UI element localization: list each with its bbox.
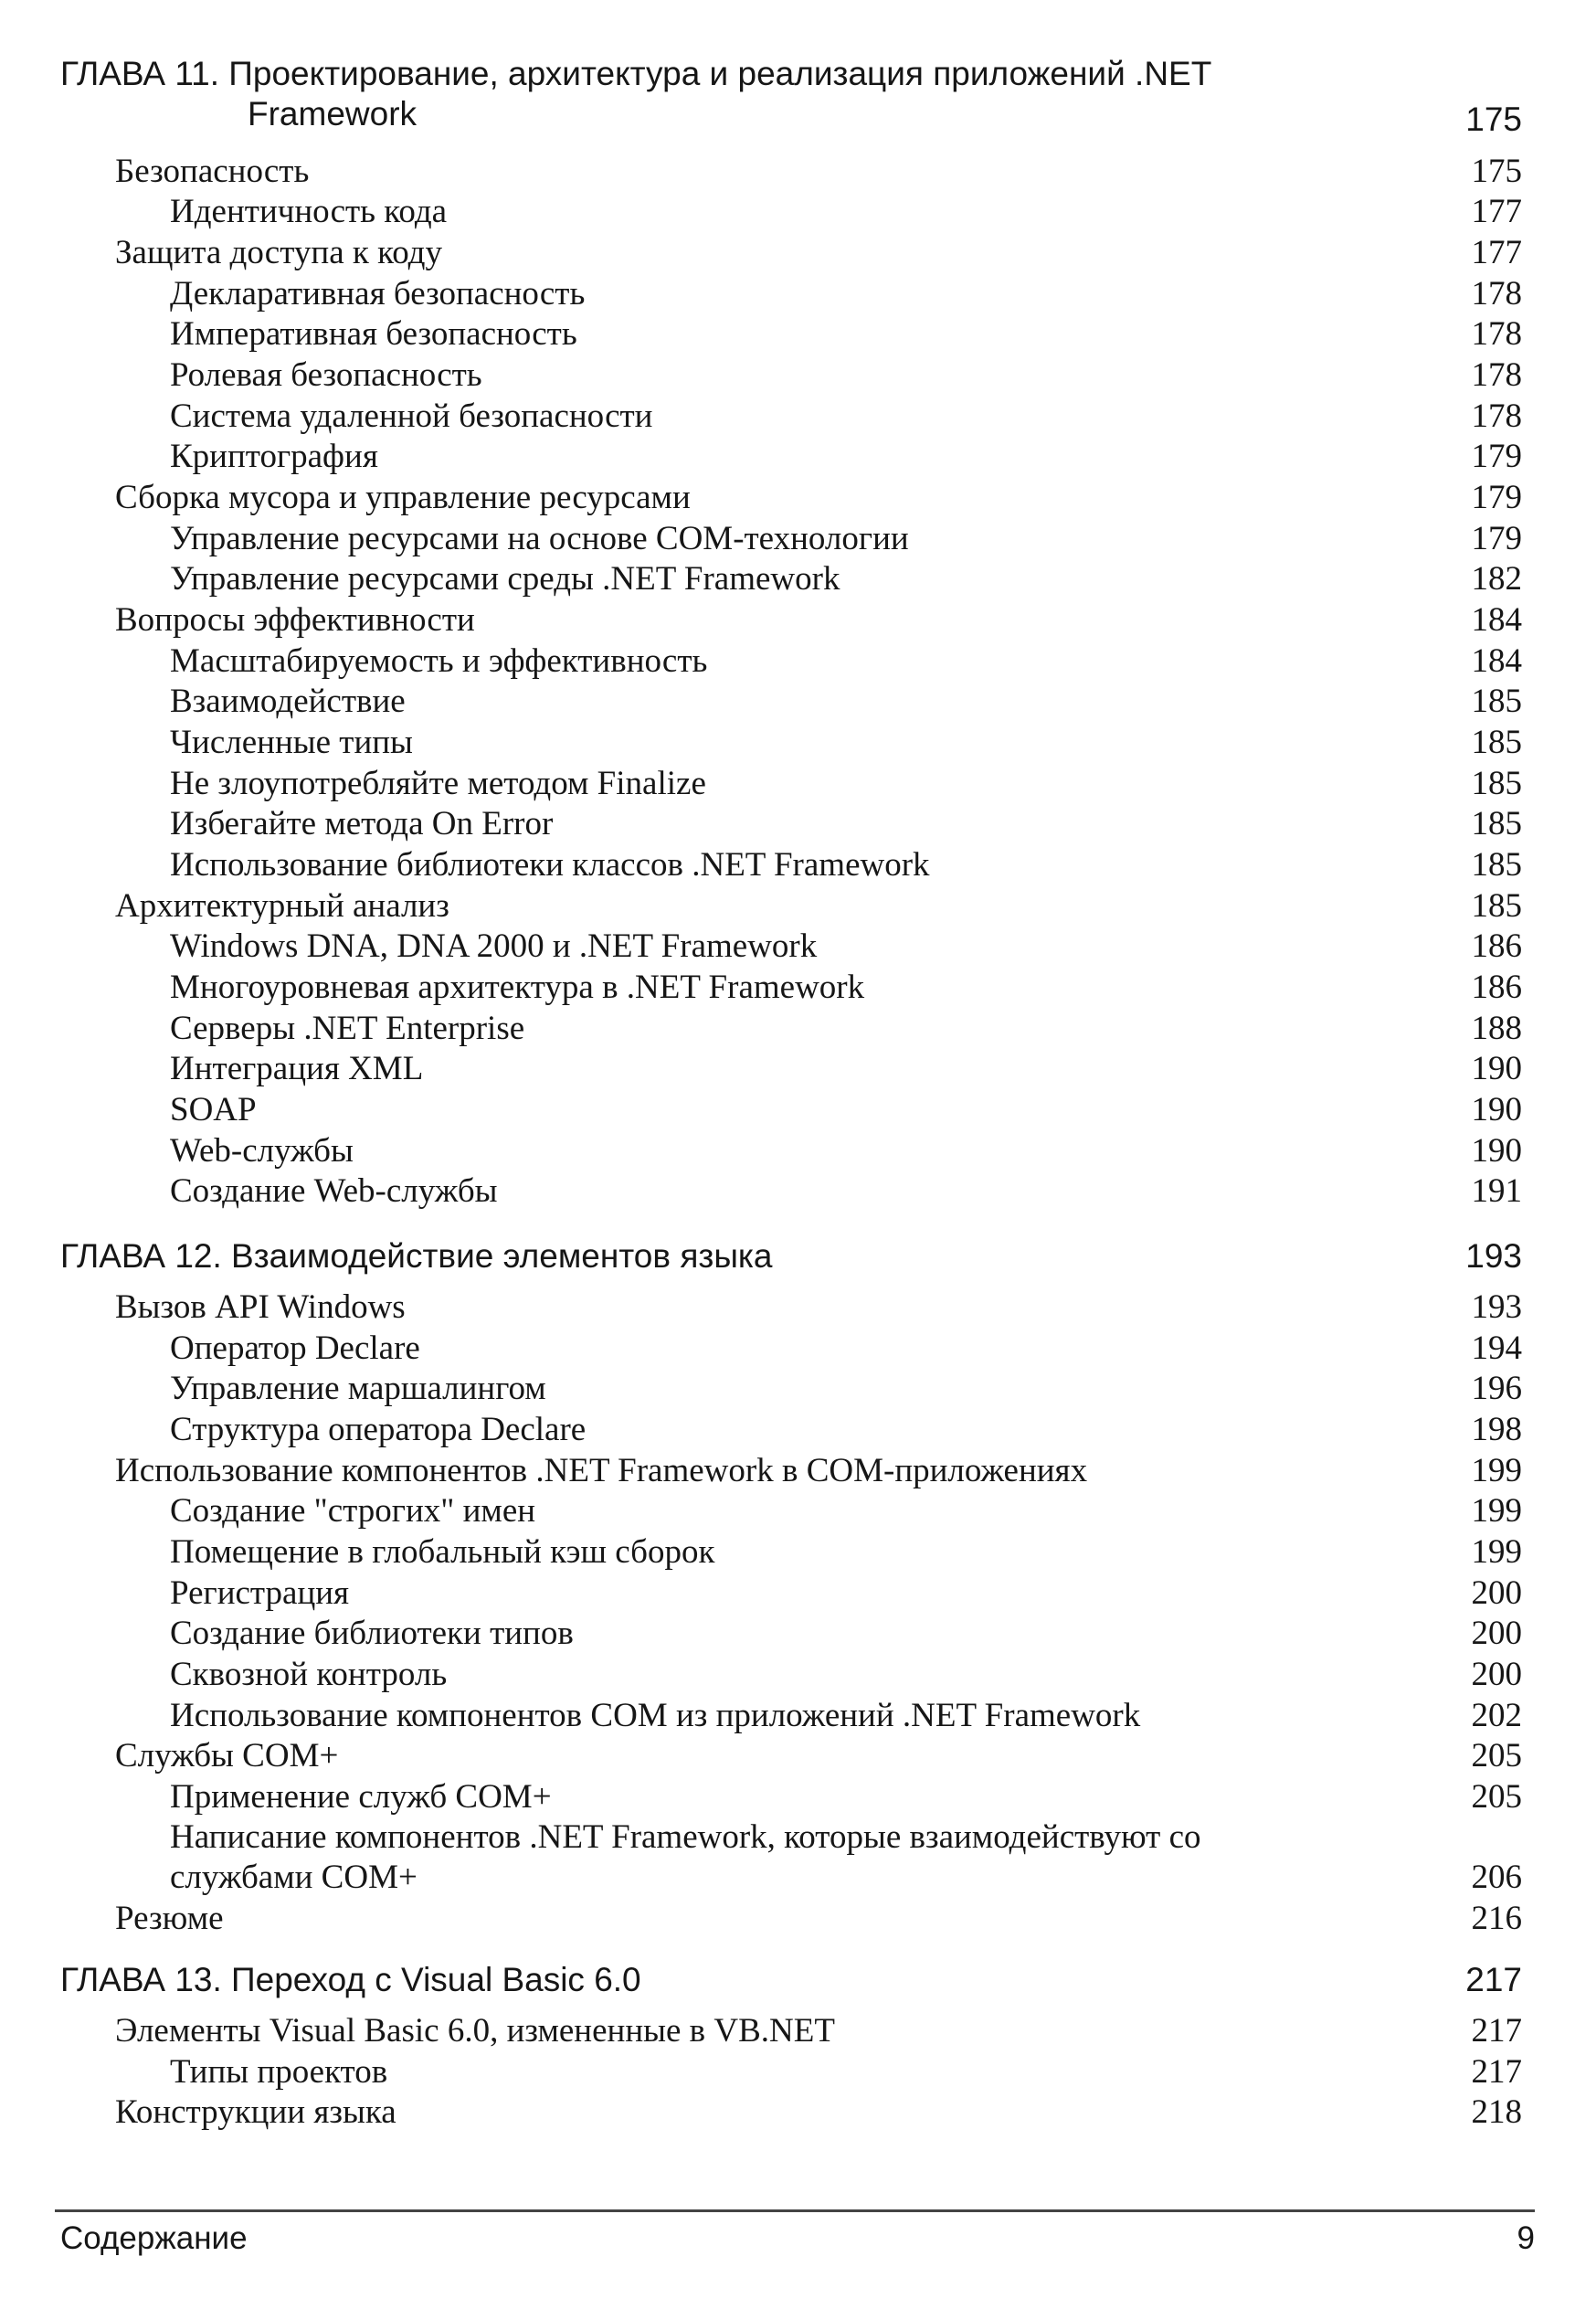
entry-title: Многоуровневая архитектура в .NET Framework — [170, 969, 865, 1006]
entry-page: 178 — [1471, 315, 1522, 353]
entry-page: 202 — [1471, 1697, 1522, 1734]
entry-title: Защита доступа к коду — [115, 234, 442, 271]
entry-title: Помещение в глобальный кэш сборок — [170, 1533, 715, 1571]
entry-title: Система удаленной безопасности — [170, 397, 653, 435]
footer-divider — [55, 2209, 1535, 2212]
chapter-13-heading — [60, 1959, 1522, 2003]
entry-title: Регистрация — [170, 1574, 350, 1612]
entry-title: Использование библиотеки классов .NET Framework — [170, 846, 930, 884]
chapter-title: ГЛАВА 13. Переход с Visual Basic 6.0 — [60, 1961, 641, 1998]
chapter-title: ГЛАВА 12. Взаимодействие элементов языка — [60, 1237, 773, 1275]
entry-title: Не злоупотребляйте методом Finalize — [170, 765, 706, 802]
entry-page: 182 — [1471, 560, 1522, 598]
entry-title: Вызов API Windows — [115, 1288, 406, 1326]
entry-title: Создание Web-службы — [170, 1172, 498, 1210]
entry-title: Структура оператора Declare — [170, 1411, 587, 1448]
entry-title: Масштабируемость и эффективность — [170, 642, 708, 680]
entry-page: 193 — [1471, 1288, 1522, 1326]
entry-title: службами СОМ+ — [170, 1859, 417, 1896]
entry-page: 190 — [1471, 1132, 1522, 1170]
entry-title: Ролевая безопасность — [170, 356, 482, 394]
entry-title: Типы проектов — [170, 2053, 388, 2091]
entry-page: 217 — [1471, 2053, 1522, 2091]
entry-title: Безопасность — [115, 153, 310, 190]
entry-page: 185 — [1471, 887, 1522, 925]
entry-page: 218 — [1471, 2093, 1522, 2131]
entry-page: 185 — [1471, 765, 1522, 802]
entry-title: Создание библиотеки типов — [170, 1615, 574, 1652]
entry-page: 178 — [1471, 275, 1522, 313]
entry-title: Управление ресурсами на основе СОМ-технологии — [170, 520, 909, 557]
entry-page: 175 — [1471, 153, 1522, 190]
entry-page: 190 — [1471, 1091, 1522, 1128]
entry-page: 190 — [1471, 1050, 1522, 1087]
entry-page: 196 — [1471, 1370, 1522, 1407]
entry-title: Управление ресурсами среды .NET Framework — [170, 560, 840, 598]
entry-page: 179 — [1471, 520, 1522, 557]
entry-title: Взаимодействие — [170, 683, 406, 720]
page-number: 9 — [1517, 2220, 1535, 2256]
entry-page: 200 — [1471, 1574, 1522, 1612]
entry-page: 205 — [1471, 1737, 1522, 1774]
entry-title: Конструкции языка — [115, 2093, 396, 2131]
entry-title: Резюме — [115, 1900, 224, 1937]
entry-page: 217 — [1471, 2012, 1522, 2050]
entry-title: Серверы .NET Enterprise — [170, 1010, 525, 1047]
entry-page: 185 — [1471, 805, 1522, 842]
entry-title: Написание компонентов .NET Framework, которые взаимодействуют со — [170, 1818, 1201, 1856]
entry-page: 178 — [1471, 397, 1522, 435]
chapter-12-heading — [60, 1235, 1522, 1279]
entry-page: 199 — [1471, 1452, 1522, 1489]
entry-title: Службы СОМ+ — [115, 1737, 339, 1774]
entry-title: Элементы Visual Basic 6.0, измененные в VB.NET — [115, 2012, 835, 2050]
entry-page: 191 — [1471, 1172, 1522, 1210]
entry-page: 206 — [1471, 1859, 1522, 1896]
chapter-page: 175 — [1465, 101, 1522, 138]
running-footer-section: Содержание — [60, 2220, 248, 2256]
entry-page: 179 — [1471, 479, 1522, 516]
entry-page: 200 — [1471, 1656, 1522, 1693]
chapter-page: 193 — [1465, 1237, 1522, 1275]
entry-page: 185 — [1471, 846, 1522, 884]
entry-title: Архитектурный анализ — [115, 887, 449, 925]
entry-title: Численные типы — [170, 724, 413, 761]
entry-page: 179 — [1471, 438, 1522, 475]
chapter-title: ГЛАВА 11. Проектирование, архитектура и реализация приложений .NET — [60, 55, 1212, 92]
entry-page: 177 — [1471, 234, 1522, 271]
entry-title: Идентичность кода — [170, 193, 448, 230]
entry-page: 185 — [1471, 683, 1522, 720]
entry-page: 216 — [1471, 1900, 1522, 1937]
entry-title: Вопросы эффективности — [115, 601, 475, 639]
entry-title: Применение служб СОМ+ — [170, 1778, 552, 1816]
entry-title: Сквозной контроль — [170, 1656, 448, 1693]
entry-page: 194 — [1471, 1329, 1522, 1367]
entry-page: 178 — [1471, 356, 1522, 394]
entry-page: 200 — [1471, 1615, 1522, 1652]
entry-title: Оператор Declare — [170, 1329, 420, 1367]
entry-page: 186 — [1471, 969, 1522, 1006]
entry-title: Использование компонентов .NET Framework в СОМ-приложениях — [115, 1452, 1088, 1489]
entry-title: Сборка мусора и управление ресурсами — [115, 479, 691, 516]
entry-page: 198 — [1471, 1411, 1522, 1448]
chapter-page: 217 — [1465, 1961, 1522, 1998]
entry-page: 186 — [1471, 927, 1522, 965]
entry-title: Web-службы — [170, 1132, 354, 1170]
entry-page: 188 — [1471, 1010, 1522, 1047]
entry-title: SOAP — [170, 1091, 257, 1128]
entry-title: Управление маршалингом — [170, 1370, 546, 1407]
entry-page: 184 — [1471, 642, 1522, 680]
entry-title: Интеграция XML — [170, 1050, 424, 1087]
entry-page: 177 — [1471, 193, 1522, 230]
entry-title: Использование компонентов СОМ из приложений .NET Framework — [170, 1697, 1141, 1734]
chapter-11-heading — [60, 53, 1522, 141]
entry-title: Избегайте метода On Error — [170, 805, 554, 842]
entry-page: 199 — [1471, 1533, 1522, 1571]
entry-title: Императивная безопасность — [170, 315, 577, 353]
entry-page: 199 — [1471, 1492, 1522, 1530]
entry-title: Создание "строгих" имен — [170, 1492, 536, 1530]
entry-title: Криптография — [170, 438, 378, 475]
entry-title: Windows DNA, DNA 2000 и .NET Framework — [170, 927, 818, 965]
entry-page: 185 — [1471, 724, 1522, 761]
entry-page: 205 — [1471, 1778, 1522, 1816]
entry-page: 184 — [1471, 601, 1522, 639]
chapter-title-continued: Framework — [248, 95, 417, 132]
entry-title: Декларативная безопасность — [170, 275, 586, 313]
